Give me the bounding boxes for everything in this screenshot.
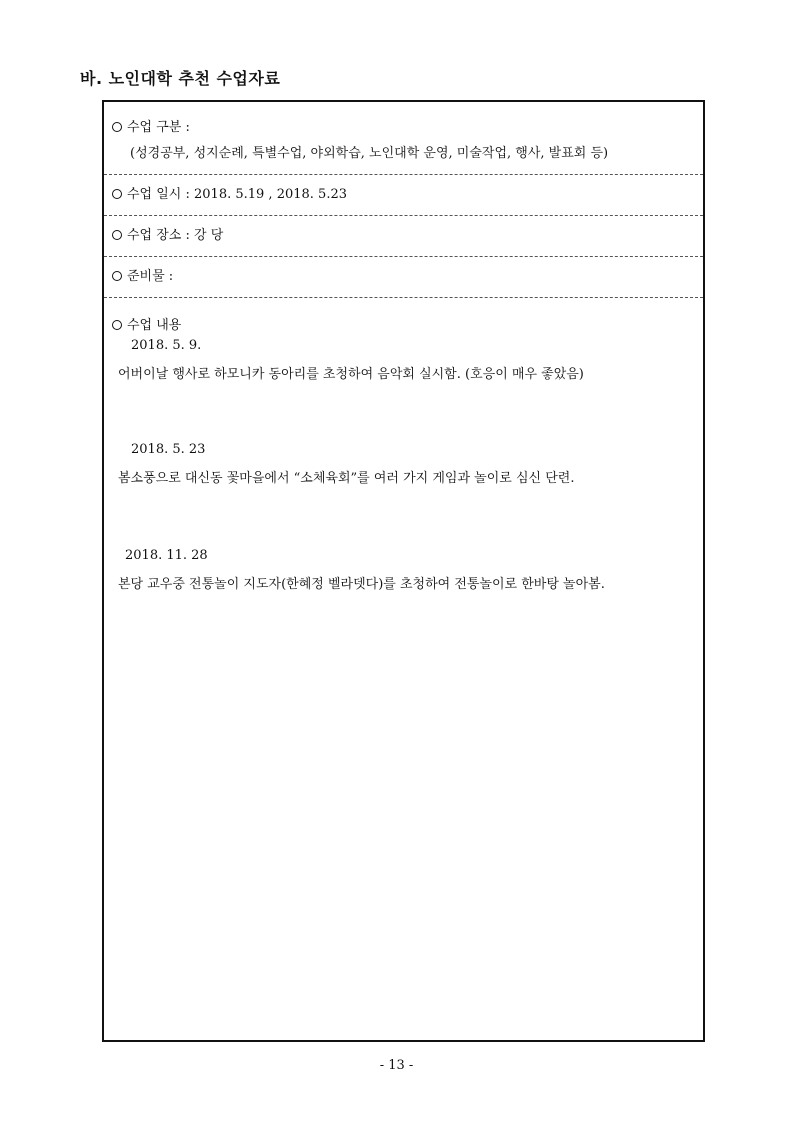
entry-date: 2018. 5. 9. [131, 338, 202, 353]
page-number: - 13 - [379, 1058, 414, 1073]
entry-date: 2018. 11. 28 [125, 548, 208, 563]
circle-bullet-icon [112, 189, 122, 199]
category-row [104, 102, 703, 175]
circle-bullet-icon [112, 122, 122, 132]
section-title: 바. 노인대학 추천 수업자료 [80, 69, 281, 88]
supplies-label: 준비물 : [127, 269, 174, 284]
entry-date: 2018. 5. 23 [131, 442, 206, 457]
entry-text: 본당 교우중 전통놀이 지도자(한혜정 벨라뎃다)를 초청하여 전통놀이로 한바탕 놀아봄. [118, 577, 605, 592]
entry-text: 어버이날 행사로 하모니카 동아리를 초청하여 음악회 실시함. (호응이 매우 좋았음) [118, 367, 584, 382]
date-label-line [112, 183, 347, 202]
place-row [104, 215, 703, 257]
supplies-row [104, 256, 703, 298]
circle-bullet-icon [112, 320, 122, 330]
circle-bullet-icon [112, 271, 122, 281]
date-row [104, 174, 703, 216]
place-label: 수업 장소 : 강 당 [127, 228, 224, 243]
place-label-line [112, 224, 223, 243]
category-detail: (성경공부, 성지순례, 특별수업, 야외학습, 노인대학 운영, 미술작업, 행사, 발표회 등) [130, 146, 609, 161]
date-label: 수업 일시 : 2018. 5.19 , 2018. 5.23 [127, 187, 347, 202]
content-row [104, 297, 703, 1040]
entry-text: 봄소풍으로 대신동 꽃마을에서 “소체육회”를 여러 가지 게임과 놀이로 심신 단련. [118, 471, 575, 486]
circle-bullet-icon [112, 230, 122, 240]
content-label-line [112, 314, 181, 333]
category-label: 수업 구분 : [127, 120, 190, 135]
lesson-material-form [102, 100, 705, 1042]
category-label-line [112, 116, 190, 135]
content-label: 수업 내용 [127, 318, 182, 333]
supplies-label-line [112, 265, 173, 284]
